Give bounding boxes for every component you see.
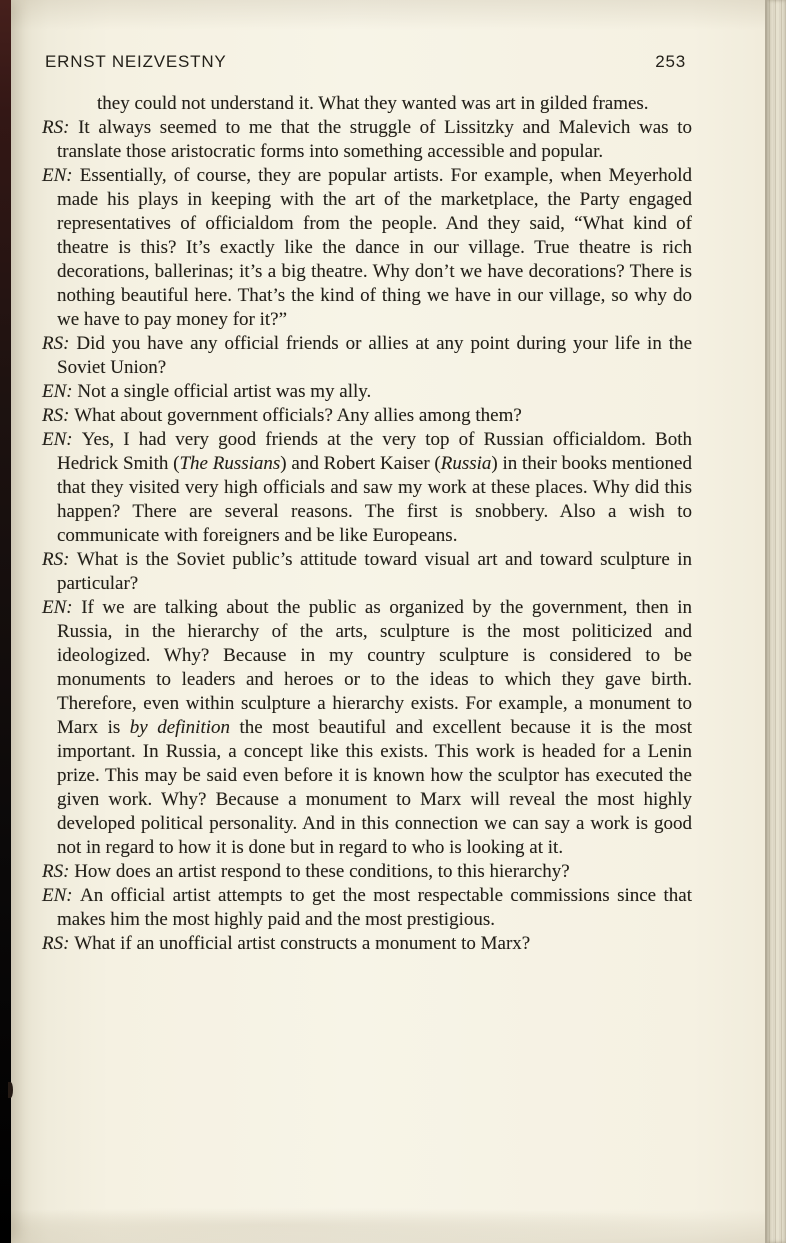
- page-number: 253: [655, 52, 686, 71]
- speech-paragraph: RS: It always seemed to me that the struggle of Lissitzky and Malevich was to translate those aristocratic forms into something accessible and popular.: [42, 117, 693, 162]
- speaker-label: EN:: [42, 885, 81, 906]
- speaker-label: EN:: [42, 381, 78, 402]
- continuation-paragraph: they could not understand it. What they wanted was art in gilded frames.: [97, 93, 649, 114]
- speaker-label: EN:: [42, 429, 82, 450]
- speaker-label: EN:: [42, 597, 82, 618]
- italic-text: Russia: [440, 453, 492, 474]
- speaker-label: RS:: [42, 117, 79, 138]
- page-fore-edge: [765, 0, 786, 1243]
- italic-text: The Russians: [179, 453, 281, 474]
- speaker-label: EN:: [42, 165, 80, 186]
- book-spine-shadow: [0, 0, 11, 1243]
- speech-paragraph: RS: How does an artist respond to these conditions, to this hierarchy?: [42, 861, 570, 882]
- speech-paragraph: RS: What if an unofficial artist constructs a monument to Marx?: [42, 933, 531, 954]
- speech-paragraph: RS: What is the Soviet public’s attitude toward visual art and toward sculpture in particular?: [42, 549, 692, 594]
- speaker-label: RS:: [42, 333, 77, 354]
- page-header: [45, 52, 686, 72]
- speech-paragraph: EN: An official artist attempts to get the most respectable commissions since that makes him the most highly paid and the most prestigious.: [42, 885, 693, 930]
- speech-paragraph: RS: Did you have any official friends or allies at any point during your life in the Soviet Union?: [42, 333, 692, 378]
- italic-text: by definition: [129, 717, 231, 738]
- running-head: ERNST NEIZVESTNY: [45, 52, 227, 71]
- interview-text: [42, 92, 692, 956]
- speaker-label: RS:: [42, 933, 75, 954]
- speech-paragraph: EN: Yes, I had very good friends at the very top of Russian officialdom. Both Hedrick Smith (The Russians) and Robert Kaiser (Russia) in their books mentioned that they visited very high officials and saw my work at these places. Why did this happen? There are several reasons. The first is snobbery. Also a wish to communicate with foreigners and be like Europeans.: [42, 429, 692, 546]
- speaker-label: RS:: [42, 549, 77, 570]
- spine-notch: [8, 1082, 13, 1098]
- speech-paragraph: EN: If we are talking about the public as organized by the government, then in Russia, in the hierarchy of the arts, sculpture is the most politicized and ideologized. Why? Because in my country sculpture is considered to be monuments to leaders and heroes or to the ideas to which they gave birth. Therefore, even within sculpture a hierarchy exists. For example, a monument to Marx is by definition the most beautiful and excellent because it is the most important. In Russia, a concept like this exists. This work is headed for a Lenin prize. This may be said even before it is known how the sculptor has executed the given work. Why? Because a monument to Marx will reveal the most highly developed political personality. And in this connection we can say a work is good not in regard to how it is done but in regard to who is looking at it.: [42, 597, 693, 858]
- speech-paragraph: EN: Not a single official artist was my ally.: [42, 381, 372, 402]
- speech-paragraph: EN: Essentially, of course, they are popular artists. For example, when Meyerhold made his plays in keeping with the art of the marketplace, the Party engaged representatives of officialdom from the people. And they said, “What kind of theatre is this? It’s exactly like the dance in our village. True theatre is rich decorations, ballerinas; it’s a big theatre. Why don’t we have decorations? There is nothing beautiful here. That’s the kind of thing we have in our village, so why do we have to pay money for it?”: [42, 165, 692, 330]
- speech-paragraph: RS: What about government officials? Any allies among them?: [42, 405, 522, 426]
- speaker-label: RS:: [42, 405, 75, 426]
- speaker-label: RS:: [42, 861, 75, 882]
